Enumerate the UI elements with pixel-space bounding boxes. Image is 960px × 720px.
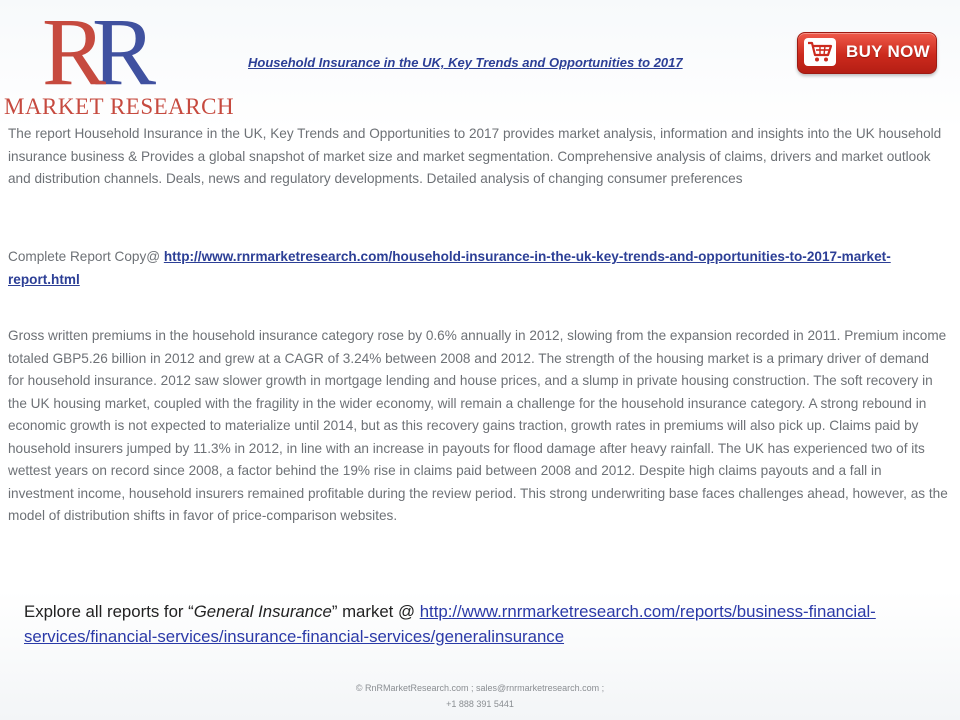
footer-contact: © RnRMarketResearch.com ; sales@rnrmarketresearch.com ; <box>355 683 605 693</box>
svg-text:R: R <box>42 2 107 94</box>
svg-text:R: R <box>92 2 157 94</box>
report-title-link[interactable]: Household Insurance in the UK, Key Trends and Opportunities to 2017 <box>248 55 683 70</box>
complete-report-paragraph <box>8 246 948 291</box>
explore-category: General Insurance <box>193 602 332 621</box>
explore-link[interactable]: http://www.rnrmarketresearch.com/reports/business-financial-services/financial-services/insurance-financial-services/generalinsurance <box>24 602 876 646</box>
rnr-logo-mark <box>40 2 190 94</box>
intro-paragraph: The report Household Insurance in the UK, Key Trends and Opportunities to 2017 provides market analysis, information and insights into the UK household insurance business & Provides a global snapshot of market size and market segmentation. Comprehensive analysis of claims, drivers and market outlook and distribution channels. Deals, news and regulatory developments. Detailed analysis of changing consumer preferences <box>8 126 942 186</box>
main-paragraph: Gross written premiums in the household insurance category rose by 0.6% annually in 2012, slowing from the expansion recorded in 2011. Premium income totaled GBP5.26 billion in 2012 and grew at a CAGR of 3.24% between 2008 and 2012. The strength of the housing market is a primary driver of demand for household insurance. 2012 saw slower growth in mortgage lending and house prices, and a slump in private housing construction. The soft recovery in the UK housing market, coupled with the fragility in the wider economy, will remain a challenge for the household insurance category. A strong rebound in economic growth is not expected to materialize until 2014, but as this recovery gains traction, growth rates in premiums will also pick up. Claims paid by household insurers jumped by 11.3% in 2012, in line with an increase in payouts for flood damage after heavy rainfall. The UK has experienced two of its wettest years on record since 2008, a factor behind the 19% rise in claims paid between 2008 and 2012. Despite high claims payouts and a fall in investment income, household insurers remained profitable during the review period. This strong underwriting base faces challenges ahead, however, as the model of distribution shifts in favor of price-comparison websites. <box>8 328 948 523</box>
shopping-cart-icon <box>807 41 833 63</box>
logo-wordmark: MARKET RESEARCH <box>4 94 235 119</box>
explore-suffix: ” market @ <box>331 602 420 621</box>
logo[interactable] <box>2 2 235 122</box>
footer <box>0 680 960 712</box>
cart-icon-box <box>804 38 836 66</box>
complete-report-label: Complete Report Copy@ <box>8 249 164 264</box>
footer-phone: +1 888 391 5441 <box>446 699 514 709</box>
buy-now-label: BUY NOW <box>846 42 930 61</box>
complete-report-link[interactable]: http://www.rnrmarketresearch.com/household-insurance-in-the-uk-key-trends-and-opportunities-to-2017-market-report.html <box>8 249 891 287</box>
explore-paragraph <box>24 599 934 649</box>
buy-now-button[interactable] <box>797 32 937 74</box>
explore-prefix: Explore all reports for “ <box>24 602 194 621</box>
